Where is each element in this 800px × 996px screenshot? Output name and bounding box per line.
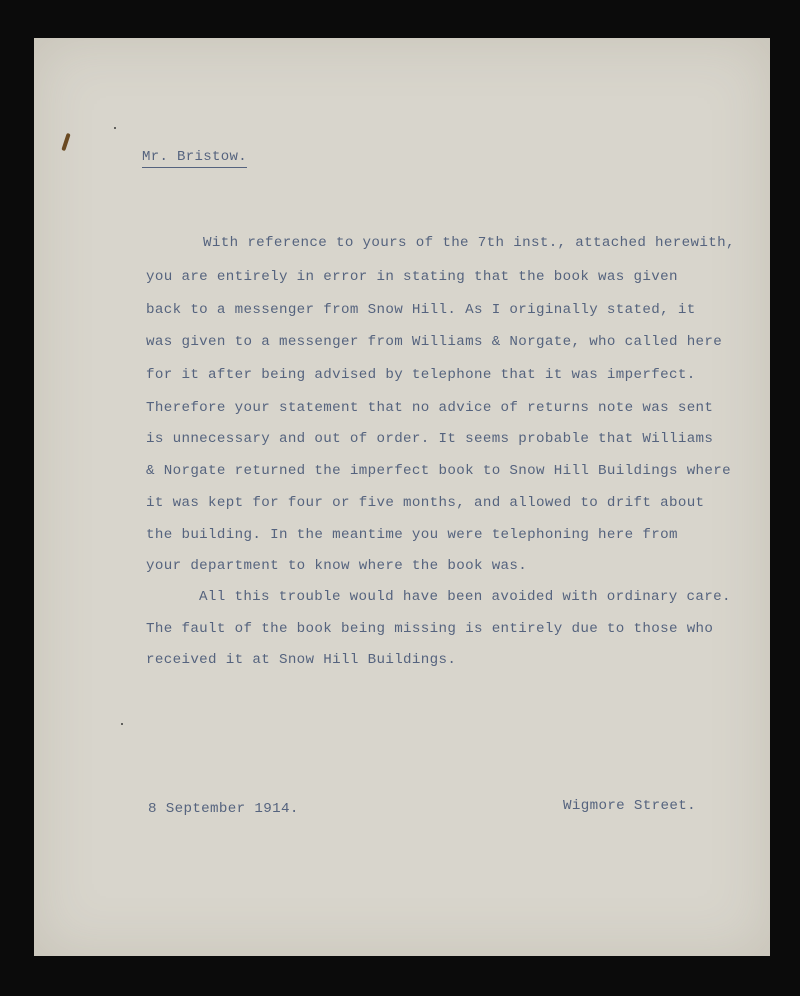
body-line: the building. In the meantime you were telephoning here from bbox=[146, 527, 678, 543]
body-line: was given to a messenger from Williams & Norgate, who called here bbox=[146, 334, 723, 350]
body-line: you are entirely in error in stating that the book was given bbox=[146, 269, 678, 285]
body-line: With reference to yours of the 7th inst., attached herewith, bbox=[203, 235, 735, 251]
body-line: All this trouble would have been avoided with ordinary care. bbox=[199, 589, 731, 605]
letter-place: Wigmore Street. bbox=[563, 798, 696, 814]
body-line: is unnecessary and out of order. It seems probable that Williams bbox=[146, 431, 714, 447]
body-line: your department to know where the book was. bbox=[146, 558, 528, 574]
paper-speck bbox=[121, 723, 123, 725]
body-line: & Norgate returned the imperfect book to Snow Hill Buildings where bbox=[146, 463, 732, 479]
body-line: for it after being advised by telephone that it was imperfect. bbox=[146, 367, 696, 383]
body-line: received it at Snow Hill Buildings. bbox=[146, 652, 457, 668]
body-line: back to a messenger from Snow Hill. As I originally stated, it bbox=[146, 302, 696, 318]
paper-speck bbox=[114, 127, 116, 129]
ink-mark bbox=[61, 133, 70, 151]
body-line: it was kept for four or five months, and allowed to drift about bbox=[146, 495, 705, 511]
letter-page bbox=[34, 38, 770, 956]
body-line: Therefore your statement that no advice of returns note was sent bbox=[146, 400, 714, 416]
letter-date: 8 September 1914. bbox=[148, 801, 299, 817]
addressee: Mr. Bristow. bbox=[142, 149, 247, 168]
body-line: The fault of the book being missing is entirely due to those who bbox=[146, 621, 714, 637]
